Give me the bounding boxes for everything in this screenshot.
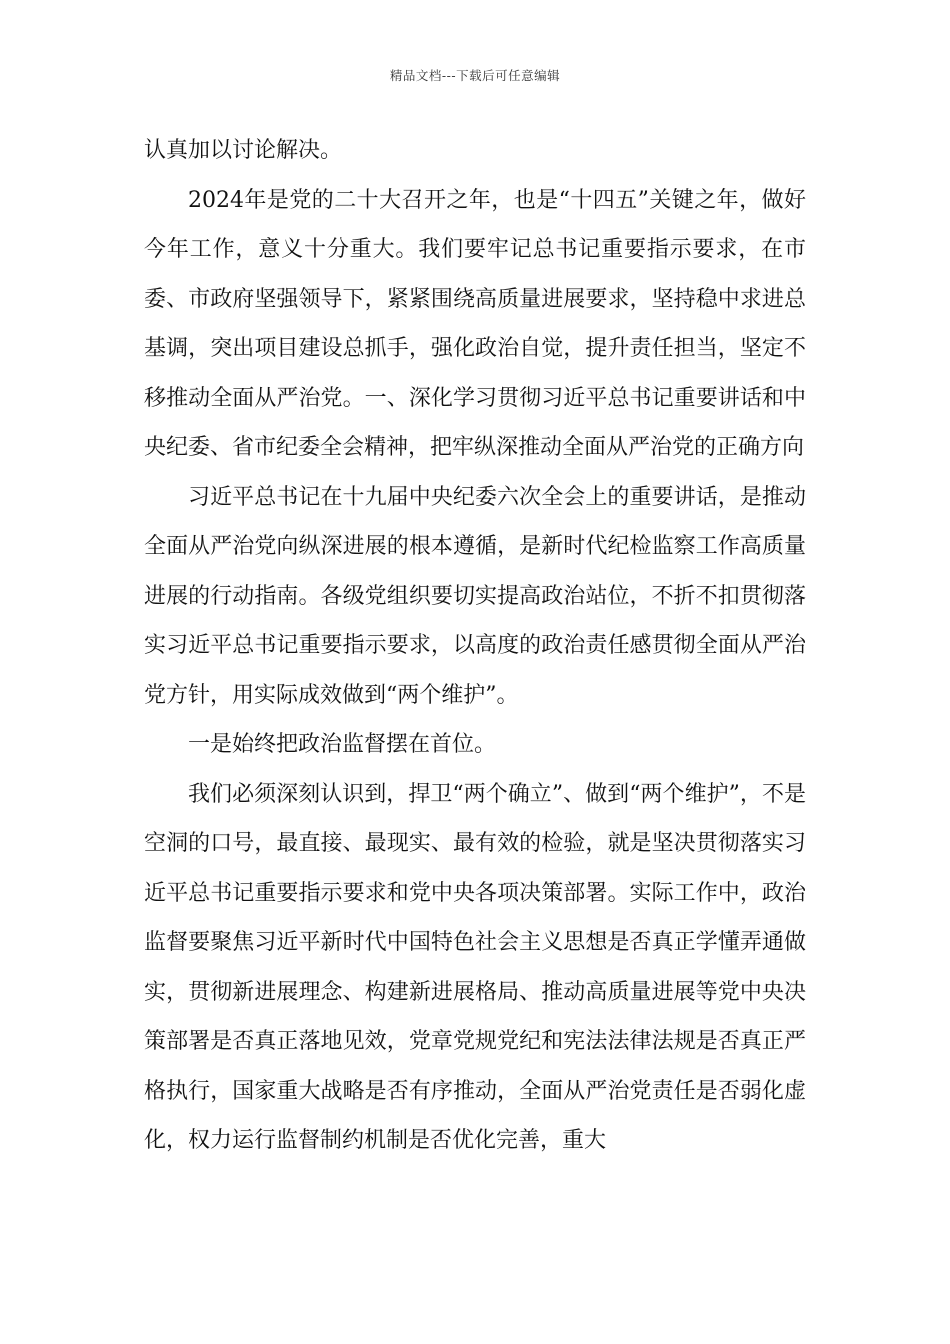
paragraph-2024-work: 2024年是党的二十大召开之年，也是“十四五”关键之年，做好今年工作，意义十分重大。我们要牢记总书记重要指示要求，在市委、市政府坚强领导下，紧紧围绕高质量进展要求，坚持稳中求进总基调，突出项目建设总抓手，强化政治自觉，提升责任担当，坚定不移推动全面从严治党。一、深化学习贯彻习近平总书记重要讲话和中央纪委、省市纪委全会精神，把牢纵深推动全面从严治党的正确方向 <box>144 187 806 460</box>
page-header: 精品文档---下载后可任意编辑 <box>389 68 561 83</box>
paragraph-political-supervision-heading: 一是始终把政治监督摆在首位。 <box>188 732 497 757</box>
paragraph-political-supervision-detail: 我们必须深刻认识到，捍卫“两个确立”、做到“两个维护”，不是空洞的口号，最直接、最现实、最有效的检验，就是坚决贯彻落实习近平总书记重要指示要求和党中央各项决策部署。实际工作中，政治监督要聚焦习近平新时代中国特色社会主义思想是否真正学懂弄通做实，贯彻新进展理念、构建新进展格局、推动高质量进展等党中央决策部署是否真正落地见效，党章党规党纪和宪法法律法规是否真正严格执行，国家重大战略是否有序推动，全面从严治党责任是否弱化虚化，权力运行监督制约机制是否优化完善，重大 <box>144 781 806 1153</box>
paragraph-important-speech: 习近平总书记在十九届中央纪委六次全会上的重要讲话，是推动全面从严治党向纵深进展的根本遵循，是新时代纪检监察工作高质量进展的行动指南。各级党组织要切实提高政治站位，不折不扣贯彻落实习近平总书记重要指示要求，以高度的政治责任感贯彻全面从严治党方针，用实际成效做到“两个维护”。 <box>144 484 806 708</box>
document-body <box>144 126 806 1166</box>
paragraph-continuation: 认真加以讨论解决。 <box>144 138 343 163</box>
